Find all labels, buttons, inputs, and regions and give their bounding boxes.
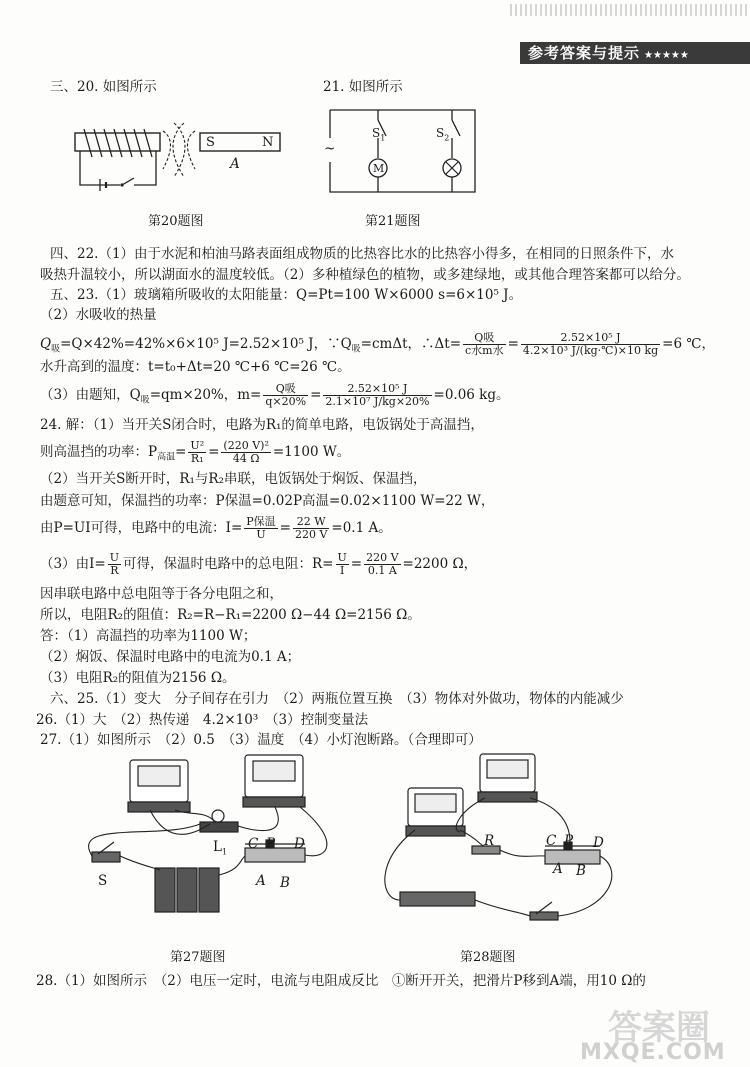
q24-line5: 由P=UI可得，电路中的电流：I= $\frac{\text{P保温}}{U}$ = $\frac{22 W}{220 V}$ =0.1 A。: [40, 515, 392, 541]
q25-line: 六、25.（1）变大 分子间存在引力 （2）两瓶位置互换 （3）物体对外做功，物体的内能减少: [50, 691, 624, 707]
fraction: $\frac{\text{Q吸}}{\text{c水m水}}$: [465, 331, 504, 357]
q23-line2: （2）水吸收的热量: [40, 307, 157, 323]
fraction: $\frac{U}{I}$: [337, 551, 347, 577]
q21-figure: [320, 100, 490, 200]
q27-line: 27.（1）如图所示 （2）0.5 （3）温度 （4）小灯泡断路。（合理即可）: [40, 732, 482, 748]
fraction: $\frac{\text{(220 V)²}}{44 \Omega}$: [223, 439, 269, 465]
switch: [530, 902, 558, 920]
q28-label-P: P: [564, 833, 574, 849]
fraction: $\frac{U}{R}$: [109, 551, 120, 577]
q23-line4: 水升高到的温度：t=t₀+Δt=20 ℃+6 ℃=26 ℃。: [40, 359, 351, 375]
ammeter: [243, 755, 305, 807]
q23-line1: 五、23.（1）玻璃箱所吸收的太阳能量：Q=Pt=100 W×6000 s=6×10⁵ J。: [50, 287, 523, 303]
ammeter: [478, 754, 537, 802]
q23-line5: （3）由题知，$Q_吸=qm\times 20\%$，m= $\frac{\text{Q吸}}{q\times 20\%}$ = $\frac{\text{2.52×10⁵ J}}{\text{2.1×10⁷ J/kg×20\%}}$ =0.06 kg。: [40, 382, 510, 408]
q21-label: 21. 如图所示: [323, 79, 403, 95]
q21-caption: 第21题图: [365, 214, 421, 229]
battery: [400, 892, 475, 906]
q22-line2: 吸热升温较小，所以湖面水的温度较低。（2）多种植绿色的植物，或多建绿地，或其他合理答案都可以给分。: [40, 267, 690, 283]
fraction: $\frac{\text{U²}}{\text{R₁}}$: [190, 439, 205, 465]
ac-source-symbol: ~: [324, 141, 336, 157]
q24-line7: 因串联电路中总电阻等于各分电阻之和，: [40, 586, 283, 602]
q27-caption: 第27题图: [170, 950, 226, 965]
watermark-logo: 答案圈 MXQE.COM: [580, 1008, 726, 1065]
magnet-s-label: S: [206, 135, 215, 150]
switch: [92, 842, 120, 862]
q24-line4: 由题意可知，保温挡的功率：P保温=0.02P高温=0.02×1100 W=22 W，: [40, 493, 495, 509]
q24-line2: 则高温挡的功率：$P_{高温}=$ $\frac{\text{U²}}{\text{R₁}}$ = $\frac{\text{(220 V)²}}{44 \Omega}$ =1100 W。: [40, 439, 351, 465]
q24-line11: （3）电阻R₂的阻值为2156 Ω。: [40, 670, 236, 686]
q28-label-C: C: [546, 833, 557, 849]
q24-line1: 24. 解：（1）当开关S闭合时，电路为R₁的简单电路，电饭锅处于高温挡，: [40, 417, 484, 433]
fraction: $\frac{\text{2.52×10⁵ J}}{\text{2.1×10⁷ J/kg×20\%}}$: [325, 382, 430, 408]
q27-label-B: B: [280, 875, 290, 891]
magnet-n-label: N: [262, 135, 274, 150]
q22-line1: 四、22.（1）由于水泥和柏油马路表面组成物质的比热容比水的比热容小得多，在相同的日照条件下，水: [50, 246, 675, 262]
q27-label-L: $L_1$: [213, 839, 228, 857]
fraction: $\frac{220 V}{0.1 A}$: [366, 551, 399, 577]
fraction: $\frac{\text{P保温}}{U}$: [246, 515, 276, 541]
q28-line: 28.（1）如图所示 （2）电压一定时，电流与电阻成反比 ①断开开关，把滑片P移到A端，用10 Ω的: [36, 973, 646, 989]
q24-line3: （2）当开关S断开时，R₁与R₂串联，电饭锅处于焖饭、保温挡，: [40, 471, 427, 487]
fraction: $\frac{\text{Q吸}}{q\times 20\%}$: [265, 382, 307, 408]
q27-label-D: D: [294, 836, 305, 852]
q20-label: 三、20. 如图所示: [50, 79, 157, 95]
q24-line6: （3）由I= $\frac{U}{R}$ 可得，保温时电路中的总电阻：R= $\frac{U}{I}$ = $\frac{220 V}{0.1 A}$ =2200 Ω，: [40, 551, 478, 577]
fraction: $\frac{\text{2.52×10⁵ J}}{\text{4.2×10³ J/(kg·℃)×10 kg}}$: [522, 331, 659, 357]
q24-line9: 答：（1）高温挡的功率为1100 W；: [40, 628, 257, 644]
q26-line: 26.（1）大 （2）热传递 4.2×10³ （3）控制变量法: [36, 712, 369, 728]
fraction: $\frac{22 W}{220 V}$: [294, 515, 328, 541]
q24-line8: 所以，电阻R₂的阻值：R₂=R−R₁=2200 Ω−44 Ω=2156 Ω。: [40, 607, 421, 623]
q28-label-A: A: [553, 861, 563, 877]
q27-label-P: P: [266, 836, 276, 852]
battery: [155, 868, 219, 912]
q28-caption: 第28题图: [460, 950, 516, 965]
switch-s2-label: $S_2$: [436, 126, 450, 143]
lamp: [200, 810, 238, 832]
q28-label-R: R: [484, 833, 495, 849]
switch-s1-label: $S_1$: [372, 126, 386, 143]
q27-label-S: S: [98, 873, 108, 889]
header-title: 参考答案与提示 ★★★★★: [520, 42, 750, 64]
q28-label-D: D: [593, 835, 604, 851]
q23-line3: $Q_吸=Q\times 42\%=42\%\times 6\times 10^5$ J=2.52×10⁵ J，$\because Q_吸=cm\Delta t$，∴Δt= $\frac{\text{Q吸}}{\text{c水m水}}$ = $\frac{\text{2.52×10⁵ J}}{\text{4.2×10³ J/(kg·℃)×10 kg}}$ =6 ℃，: [40, 331, 715, 357]
q27-label-C: C: [248, 836, 259, 852]
q20-figure: [60, 115, 300, 205]
motor-label: M: [373, 162, 385, 175]
voltmeter: [128, 760, 190, 812]
magnet-name-label: A: [230, 156, 240, 172]
q24-line10: （2）焖饭、保温时电路中的电流为0.1 A；: [40, 649, 301, 665]
q28-label-B: B: [576, 863, 586, 879]
q27-label-A: A: [256, 873, 266, 889]
q20-caption: 第20题图: [148, 214, 204, 229]
